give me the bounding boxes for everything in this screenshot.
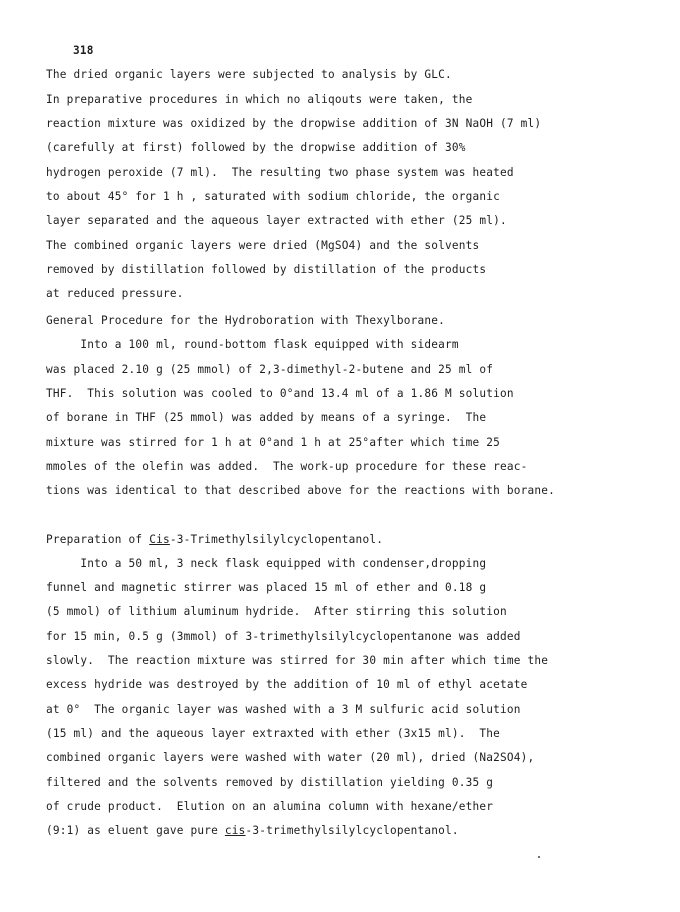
section-heading: General Procedure for the Hydroboration with Thexylborane. [46,314,445,327]
text-line: layer separated and the aqueous layer extracted with ether (25 ml). [46,214,507,227]
text-line: for 15 min, 0.5 g (3mmol) of 3-trimethylsilylcyclopentanone was added [46,630,521,643]
text-line: mixture was stirred for 1 h at 0°and 1 h at 25°after which time 25 [46,436,501,449]
heading-prefix: Preparation of [46,533,150,546]
text-line: The dried organic layers were subjected to analysis by GLC. [46,68,452,81]
text-line: to about 45° for 1 h , saturated with sodium chloride, the organic [46,190,501,203]
text-line: combined organic layers were washed with water (20 ml), dried (Na2SO4), [46,751,535,764]
text-line: slowly. The reaction mixture was stirred for 30 min after which time the [46,654,549,667]
text-line: (15 ml) and the aqueous layer extraxted with ether (3x15 ml). The [46,727,501,740]
text-line: (carefully at first) followed by the dropwise addition of 30% [46,141,466,154]
heading-underlined-word: Cis [149,533,170,546]
text-line: mmoles of the olefin was added. The work-up procedure for these reac- [46,460,528,473]
heading-suffix: -3-Trimethylsilylcyclopentanol. [169,533,384,546]
text-line: THF. This solution was cooled to 0°and 13.4 ml of a 1.86 M solution [46,387,514,400]
text-line: hydrogen peroxide (7 ml). The resulting two phase system was heated [46,166,514,179]
line-prefix: (9:1) as eluent gave pure [46,824,225,837]
text-line: funnel and magnetic stirrer was placed 15 ml of ether and 0.18 g [46,581,487,594]
text-line: at reduced pressure. [46,287,184,300]
underlined-word: cis [224,824,246,837]
text-line: removed by distillation followed by distillation of the products [46,263,487,276]
line-suffix: -3-trimethylsilylcyclopentanol. [245,824,459,837]
stray-mark [538,856,540,858]
text-line: tions was identical to that described above for the reactions with borane. [46,484,556,497]
page-number: 318 [73,44,94,57]
text-line: at 0° The organic layer was washed with a 3 M sulfuric acid solution [46,703,521,716]
text-line: (5 mmol) of lithium aluminum hydride. After stirring this solution [46,605,507,618]
text-line: was placed 2.10 g (25 mmol) of 2,3-dimethyl-2-butene and 25 ml of [46,363,494,376]
text-line: excess hydride was destroyed by the addition of 10 ml of ethyl acetate [46,678,528,691]
text-line: In preparative procedures in which no aliqouts were taken, the [46,93,473,106]
section-heading [46,533,383,547]
text-line: filtered and the solvents removed by distillation yielding 0.35 g [46,776,494,789]
text-line: The combined organic layers were dried (MgSO4) and the solvents [46,239,480,252]
text-line: of crude product. Elution on an alumina column with hexane/ether [46,800,494,813]
text-line: reaction mixture was oxidized by the dropwise addition of 3N NaOH (7 ml) [46,117,542,130]
text-line: Into a 100 ml, round-bottom flask equipped with sidearm [46,338,459,351]
text-line: of borane in THF (25 mmol) was added by means of a syringe. The [46,411,487,424]
text-line [46,824,459,838]
text-line: Into a 50 ml, 3 neck flask equipped with condenser,dropping [46,557,487,570]
